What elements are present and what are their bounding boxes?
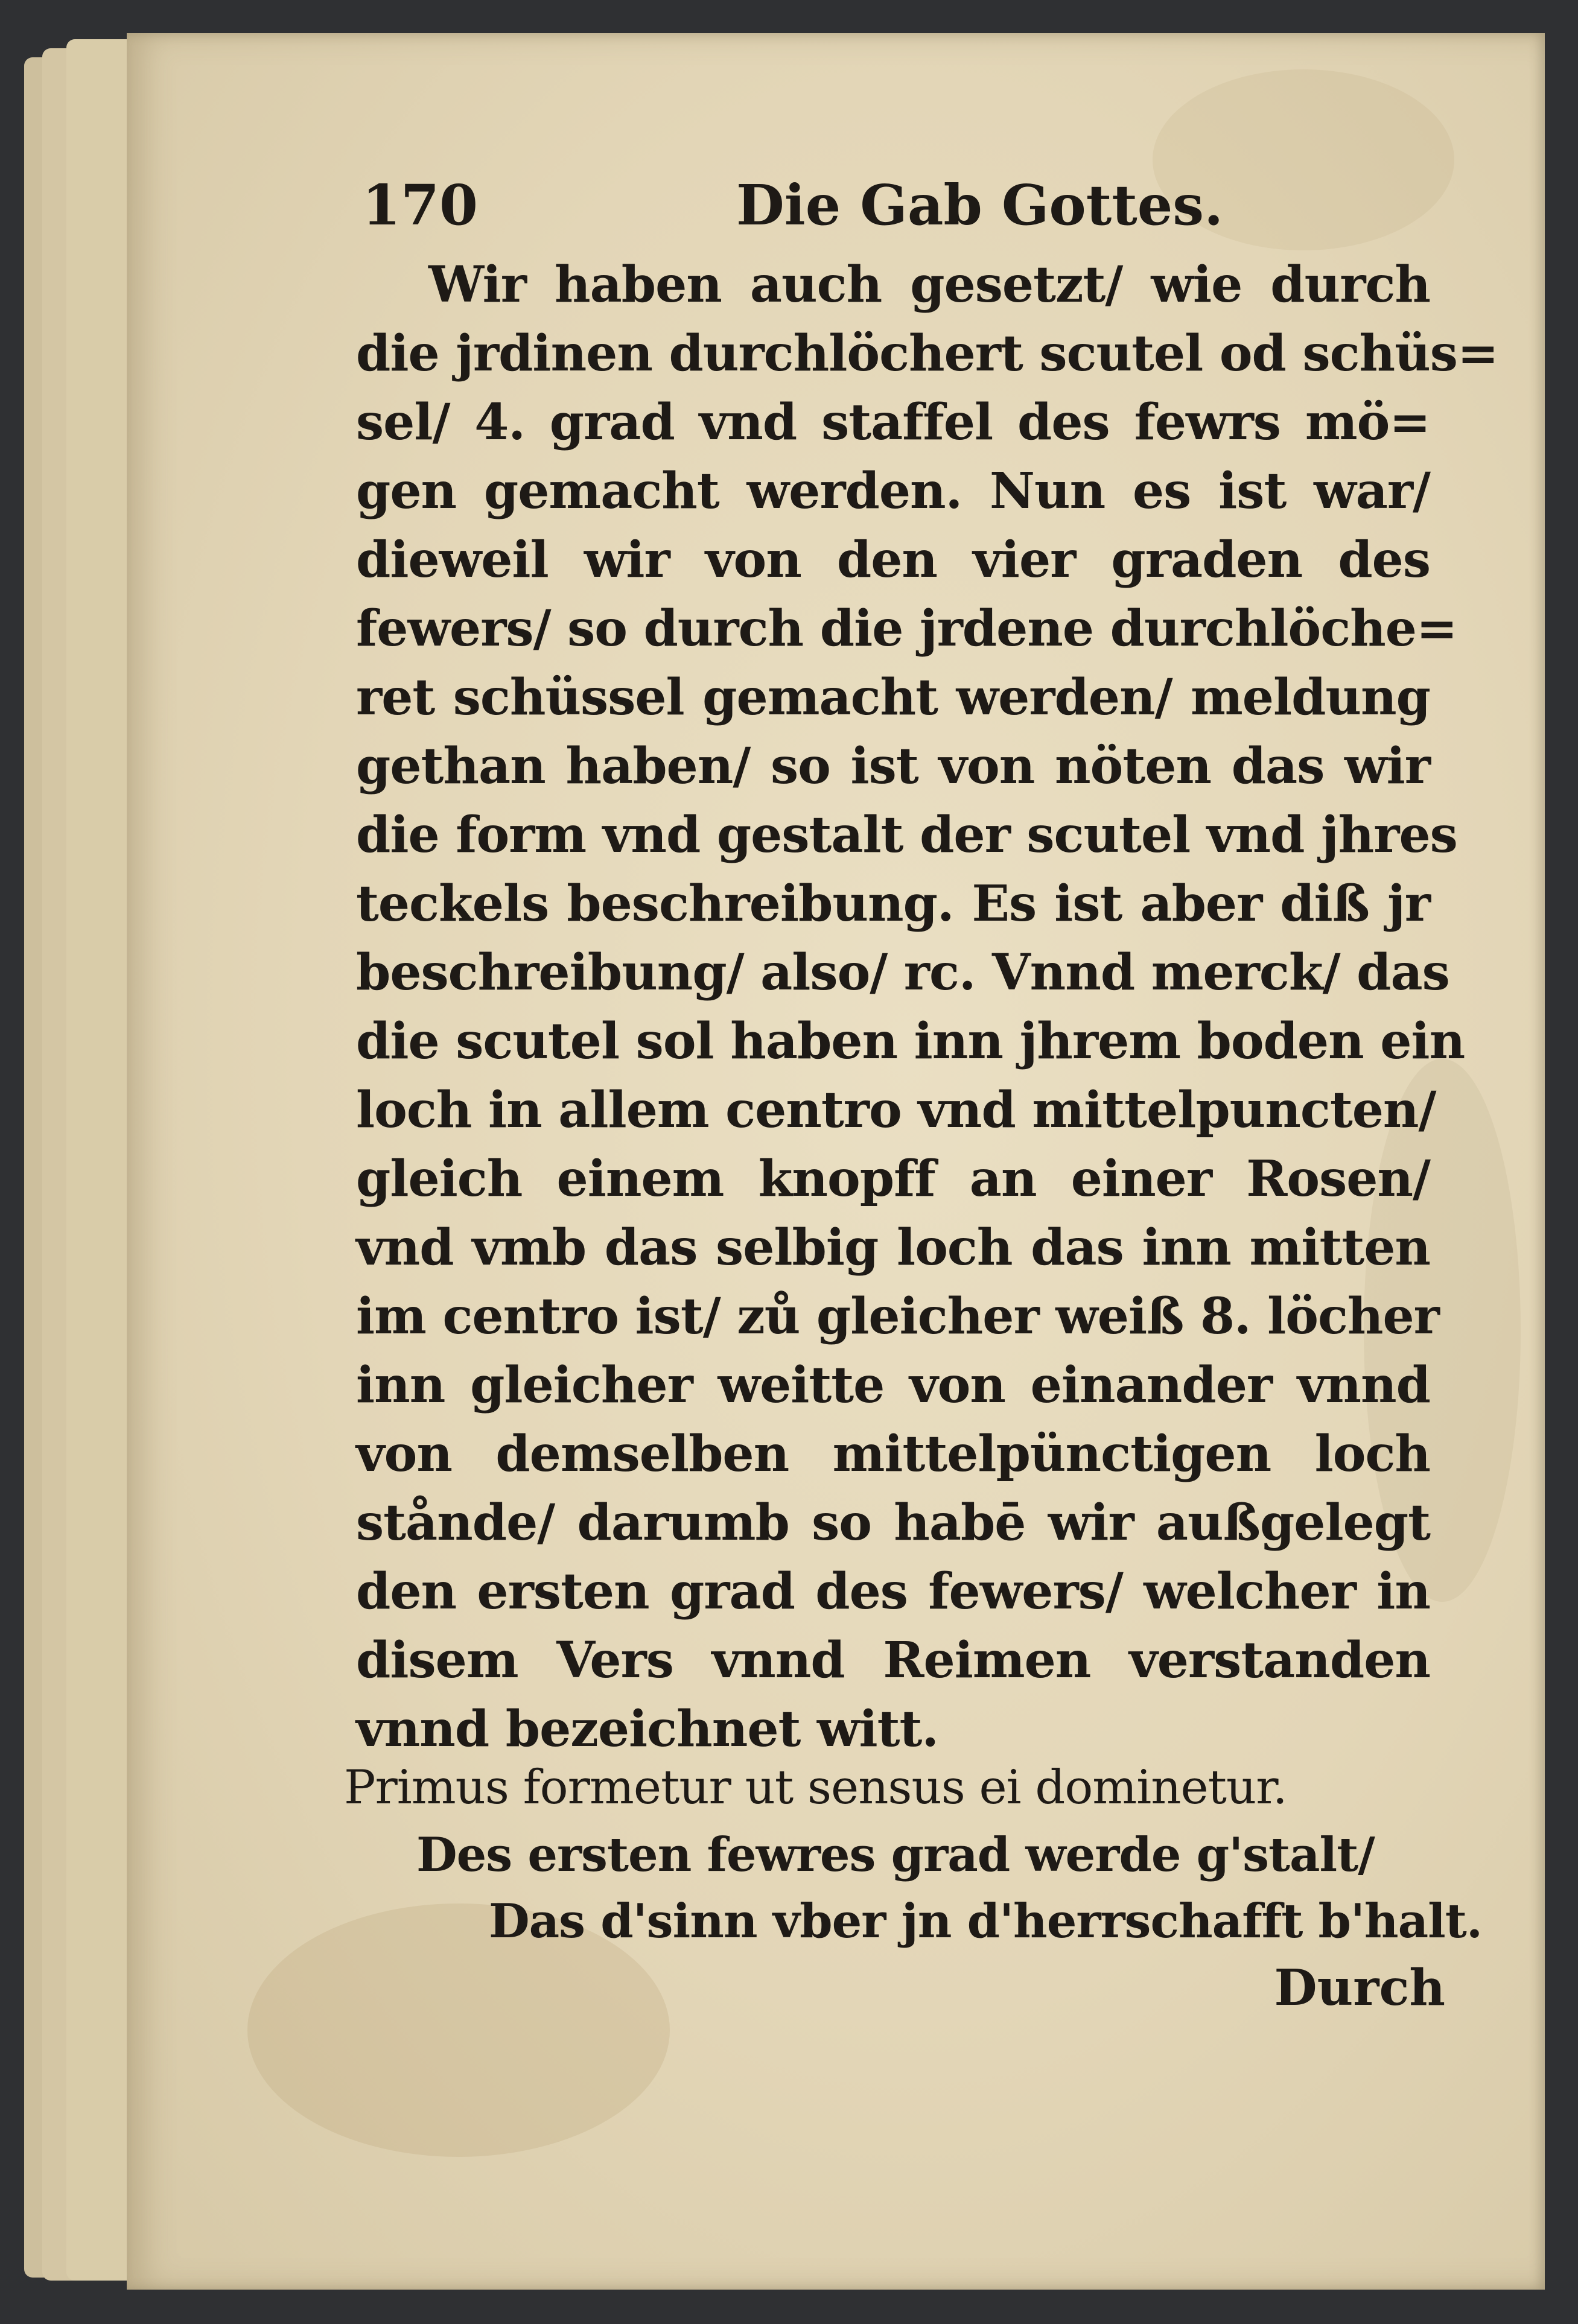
text-line: gen gemacht werden. Nun es ist war/ [356, 462, 1430, 520]
text-line: disem Vers vnnd Reimen verstanden [356, 1631, 1430, 1689]
page-header [362, 166, 1412, 244]
german-verse-line-2: Das d'sinn vber jn d'herrschafft b'halt. [489, 1894, 1482, 1949]
text-line: beschreibung/ also/ rc. Vnnd merck/ das [356, 944, 1449, 1002]
text-line: die form vnd gestalt der scutel vnd jhres [356, 806, 1457, 864]
text-line: ret schüssel gemacht werden/ meldung [356, 668, 1430, 726]
running-title: Die Gab Gottes. [736, 173, 1224, 238]
text-line: gleich einem knopff an einer Rosen/ [356, 1150, 1430, 1208]
german-verse-line-1: Des ersten fewres grad werde g'stalt/ [416, 1827, 1375, 1882]
text-line: vnd vmb das selbig loch das inn mitten [356, 1219, 1430, 1277]
text-line: dieweil wir von den vier graden des [356, 531, 1430, 589]
text-line: teckels beschreibung. Es ist aber diß jr [356, 875, 1430, 933]
text-line: die jrdinen durchlöchert scutel od schüs= [356, 325, 1498, 383]
latin-verse-line: Primus formetur ut sensus ei dominetur. [344, 1760, 1287, 1815]
text-line: gethan haben/ so ist von nöten das wir [356, 737, 1430, 795]
text-line: loch in allem centro vnd mittelpuncten/ [356, 1081, 1436, 1139]
text-line: Wir haben auch gesetzt/ wie durch [428, 256, 1430, 314]
text-line: inn gleicher weitte von einander vnnd [356, 1356, 1430, 1414]
text-line: im centro ist/ zů gleicher weiß 8. löcher [356, 1287, 1439, 1345]
text-line: von demselben mittelpünctigen loch [356, 1425, 1430, 1483]
text-line: den ersten grad des fewers/ welcher in [356, 1563, 1430, 1621]
text-line: stånde/ darumb so habē wir außgelegt [356, 1494, 1430, 1552]
text-line: die scutel sol haben inn jhrem boden ein [356, 1012, 1465, 1070]
catchword: Durch [1274, 1959, 1445, 2017]
text-line: sel/ 4. grad vnd staffel des fewrs mö= [356, 393, 1430, 451]
text-line: fewers/ so durch die jrdene durchlöche= [356, 600, 1457, 658]
page-number: 170 [362, 173, 479, 238]
text-line: vnnd bezeichnet witt. [356, 1700, 938, 1758]
body-paragraph [356, 250, 1498, 1764]
